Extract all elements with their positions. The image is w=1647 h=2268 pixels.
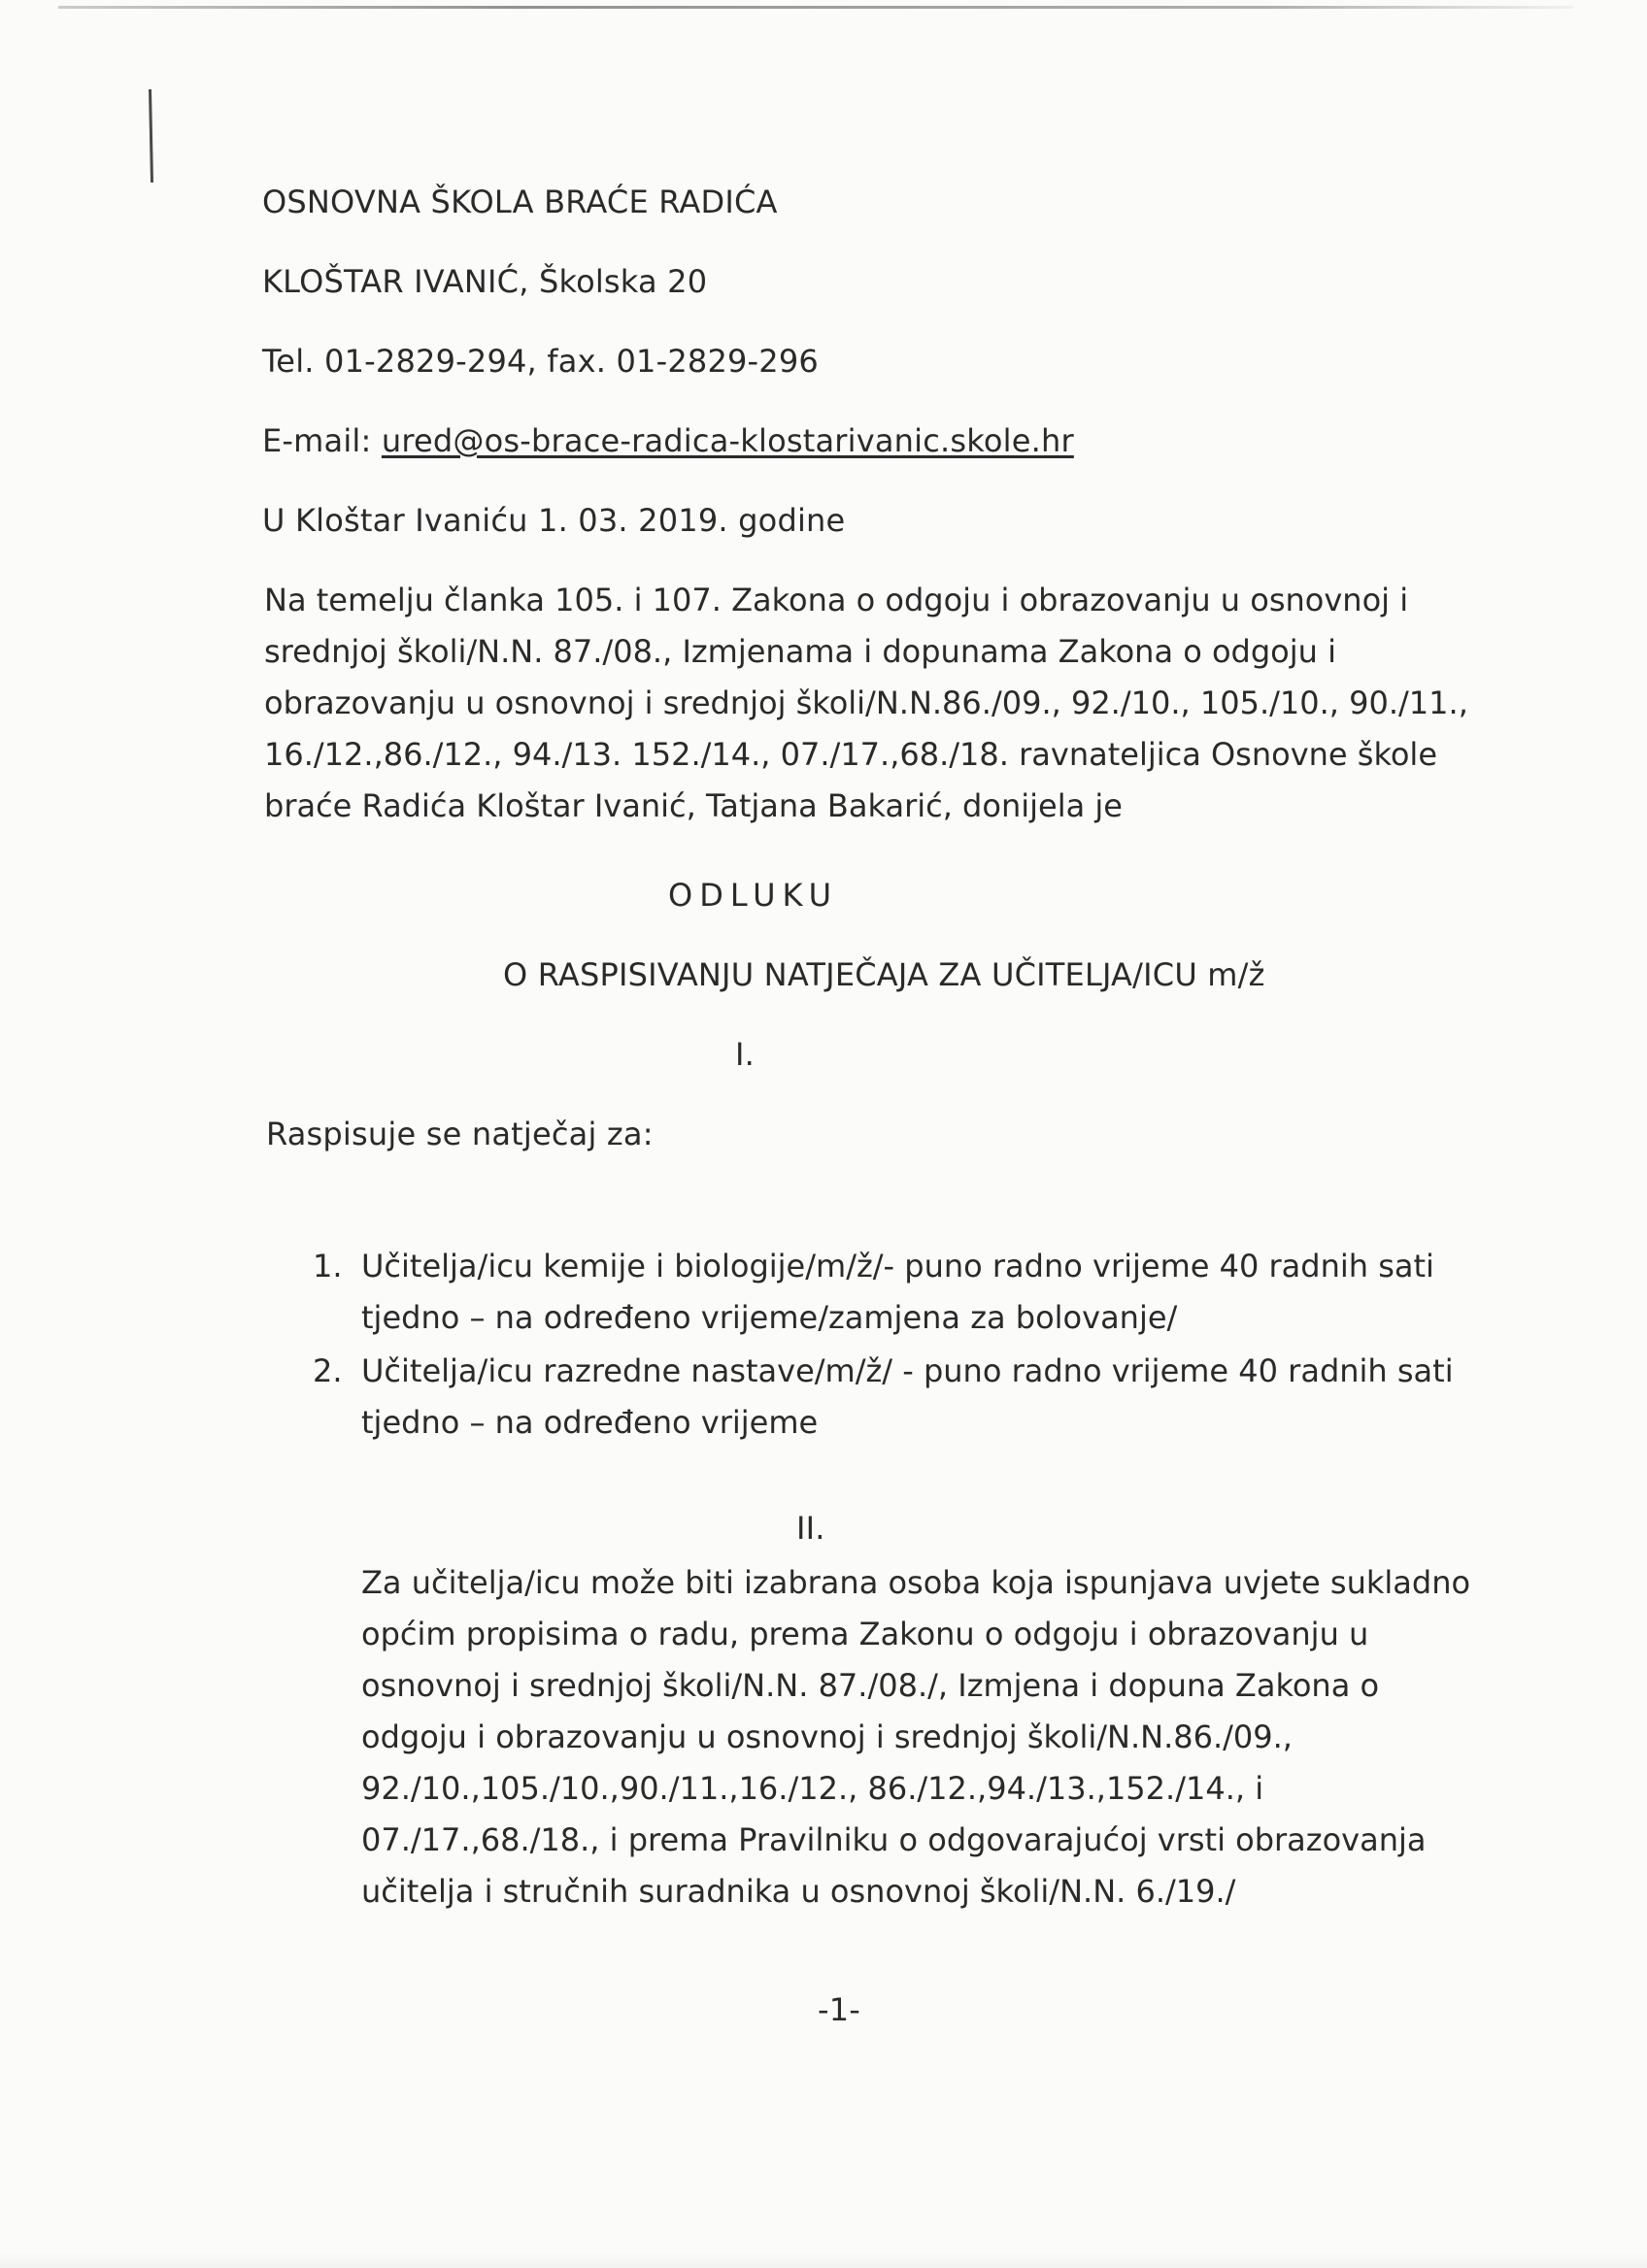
section-2-line: općim propisima o radu, prema Zakonu o odgoju i obrazovanju u [361, 1616, 1369, 1652]
list-item-line: tjedno – na određeno vrijeme/zamjena za bolovanje/ [361, 1299, 1178, 1336]
place-date: U Kloštar Ivaniću 1. 03. 2019. godine [262, 502, 846, 539]
list-item [313, 1241, 1434, 1344]
email-label: E-mail: [262, 422, 382, 459]
scan-edge-top [58, 6, 1573, 9]
preamble-line: srednjoj školi/N.N. 87./08., Izmjenama i dopunama Zakona o odgoju i [264, 633, 1336, 670]
page-number: -1- [818, 1991, 861, 2028]
section-2-line: odgoju i obrazovanju u osnovnoj i srednjoj školi/N.N.86./09., [361, 1718, 1293, 1755]
list-item-number: 1. [313, 1248, 343, 1284]
list-item-number: 2. [313, 1352, 343, 1389]
scan-edge-bottom [0, 2252, 1647, 2268]
section-2-line: učitelja i stručnih suradnika u osnovnoj školi/N.N. 6./19./ [361, 1873, 1236, 1910]
section-2-line: 92./10.,105./10.,90./11.,16./12., 86./12.,94./13.,152./14., i [361, 1770, 1264, 1807]
section-2-line: Za učitelja/icu može biti izabrana osoba koja ispunjava uvjete sukladno [361, 1564, 1471, 1601]
scan-mark-left [149, 89, 153, 183]
list-item-line: Učitelja/icu kemije i biologije/m/ž/- puno radno vrijeme 40 radnih sati [361, 1248, 1434, 1284]
school-name: OSNOVNA ŠKOLA BRAĆE RADIĆA [262, 183, 778, 220]
section-1-numeral: I. [735, 1036, 756, 1073]
preamble-line: braće Radića Kloštar Ivanić, Tatjana Bakarić, donijela je [264, 787, 1123, 824]
section-2-paragraph [361, 1557, 1470, 1918]
list-item-line: tjedno – na određeno vrijeme [361, 1404, 819, 1441]
decision-subtitle: O RASPISIVANJU NATJEČAJA ZA UČITELJA/ICU m/ž [503, 956, 1265, 993]
section-2-line: osnovnoj i srednjoj školi/N.N. 87./08./, Izmjena i dopuna Zakona o [361, 1667, 1380, 1704]
preamble-paragraph [264, 575, 1468, 832]
preamble-line: 16./12.,86./12., 94./13. 152./14., 07./17.,68./18. ravnateljica Osnovne škole [264, 736, 1437, 773]
decision-title: ODLUKU [668, 877, 839, 914]
email-link[interactable]: ured@os-brace-radica-klostarivanic.skole.hr [381, 422, 1074, 459]
section-1-intro: Raspisuje se natječaj za: [266, 1116, 654, 1152]
list-item [313, 1346, 1454, 1449]
phone-fax: Tel. 01-2829-294, fax. 01-2829-296 [262, 343, 819, 380]
email-line [262, 421, 1074, 460]
list-item-line: Učitelja/icu razredne nastave/m/ž/ - puno radno vrijeme 40 radnih sati [361, 1352, 1454, 1389]
school-address: KLOŠTAR IVANIĆ, Školska 20 [262, 263, 708, 300]
preamble-line: Na temelju članka 105. i 107. Zakona o odgoju i obrazovanju u osnovnoj i [264, 582, 1409, 618]
section-2-numeral: II. [796, 1510, 825, 1547]
section-2-line: 07./17.,68./18., i prema Pravilniku o odgovarajućoj vrsti obrazovanja [361, 1821, 1427, 1858]
preamble-line: obrazovanju u osnovnoj i srednjoj školi/N.N.86./09., 92./10., 105./10., 90./11., [264, 684, 1468, 721]
